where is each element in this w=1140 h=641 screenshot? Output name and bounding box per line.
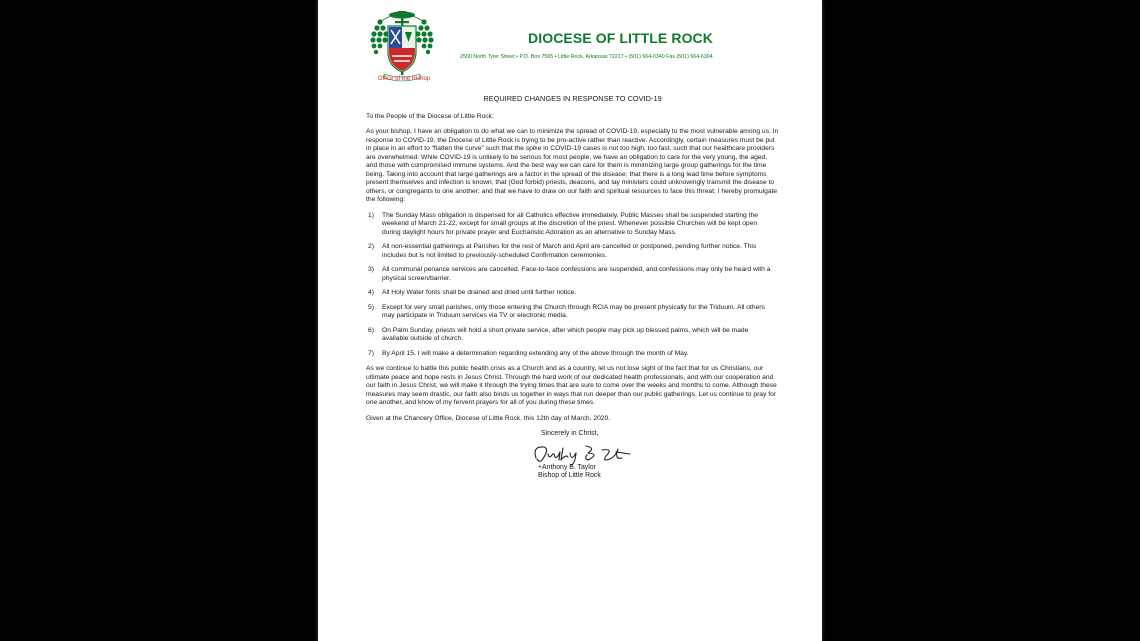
directive-text: The Sunday Mass obligation is dispensed for all Catholics effective immediately. Public Masses shall be suspended starting the weekend of March 21-22, except for small groups at the discretion of the priest. Whenever possible Churches will be kept open during daylight hours for private prayer and Eucharistic Adoration as an alternative to Sunday Mass. [382, 211, 758, 236]
directive-number: 7) [368, 349, 374, 357]
directive-text: On Palm Sunday, priests will hold a short private service, after which people may pick up blessed palms, which will be made available outside of church. [382, 326, 749, 342]
letter-title: REQUIRED CHANGES IN RESPONSE TO COVID-19 [483, 94, 662, 103]
handwritten-signature [530, 440, 640, 466]
letter-page [318, 0, 822, 641]
directive-item [366, 289, 779, 298]
signature-block [538, 430, 678, 481]
directive-text: All communal penance services are cancelled. Face-to-face confessions are suspended, and confessions may only be heard with a physical screen/barrier. [382, 266, 771, 282]
directive-text: Except for very small parishes, only those entering the Church through RCIA may be present physically for the Triduum. All others may participate in Triduum services via TV or electronic media. [382, 303, 765, 319]
diocese-name: DIOCESE OF LITTLE ROCK [528, 30, 713, 46]
directive-number: 2) [368, 243, 374, 250]
directive-number: 6) [368, 326, 374, 334]
crest-caption: Office of the Bishop [377, 76, 431, 82]
intro-paragraph: As your bishop, I have an obligation to do what we can to minimize the spread of COVID-19, especially to the most vulnerable among us. In response to COVID-19, the Diocese of Little Rock is trying to be pro-active rather than reactive. Accordingly, certain measures must be put in place in an effort to “flatten the curve” such that the spike in COVID-19 cases is not too high, too fast, such that our healthcare providers are overwhelmed. While COVID-19 is unlikely to be serious for most people, we have an obligation to care for the very young, the aged, and those with compromised immune systems. And the best way we can care for them is minimizing large group gatherings for the time being. Taking into account that large gatherings are a factor in the spread of the disease; that there is a long lead time before symptoms present themselves and infection is known; that (God forbid) priests, deacons, and lay ministers could unknowingly transmit the disease to others, or congregants to one another; and that we have to draw on our faith and spiritual resources to face this threat; I hereby promulgate the following: [366, 128, 779, 203]
signer-name: +Anthony B. Taylor [538, 463, 596, 471]
directive-item [366, 327, 779, 344]
directive-text: All non-essential gatherings at Parishes for the rest of March and April are cancelled or postponed, pending further notice. This includes but is not limited to previously-scheduled Confirmation ceremonies. [382, 243, 757, 259]
directive-item [366, 243, 779, 260]
directive-number: 5) [368, 303, 374, 311]
directive-number: 3) [368, 266, 374, 273]
directives-list [366, 212, 779, 359]
letter-greeting: To the People of the Diocese of Little Rock: [366, 112, 494, 120]
signer-title: Bishop of Little Rock [538, 472, 601, 479]
diocese-address: 2500 North Tyler Street • P.O. Box 7565 • Little Rock, Arkansas 72217 • (501) 664-0340 Fax (501) 664-6304 [460, 54, 713, 60]
directive-number: 1) [368, 211, 374, 219]
directive-text: By April 15, I will make a determination regarding extending any of the above through the month of May. [382, 349, 689, 357]
closing-salutation: Sincerely in Christ, [541, 430, 599, 437]
directive-item [366, 304, 779, 321]
directive-item [366, 350, 779, 359]
given-line: Given at the Chancery Office, Diocese of Little Rock, this 12th day of March, 2020. [366, 414, 611, 422]
directive-item [366, 212, 779, 238]
directive-number: 4) [368, 289, 374, 296]
conclusion-paragraph: As we continue to battle this public health crisis as a Church and as a country, let us not lose sight of the fact that for us Christians, our ultimate peace and hope rests in Jesus Christ. Through the hard work of our dedicated health professionals, and with our cooperation and our faith in Jesus Christ, we will make it through the trying times that are sure to come over the weeks and months to come. Although these measures may seem drastic, our faith also binds us together in ways that run deeper than our public gatherings. Let us continue to pray for one another, and know of my fervent prayers for all of you during these times. [366, 365, 777, 406]
letter-body [366, 95, 779, 481]
directive-item [366, 266, 779, 283]
directive-text: All Holy Water fonts shall be drained and dried until further notice. [382, 289, 577, 296]
